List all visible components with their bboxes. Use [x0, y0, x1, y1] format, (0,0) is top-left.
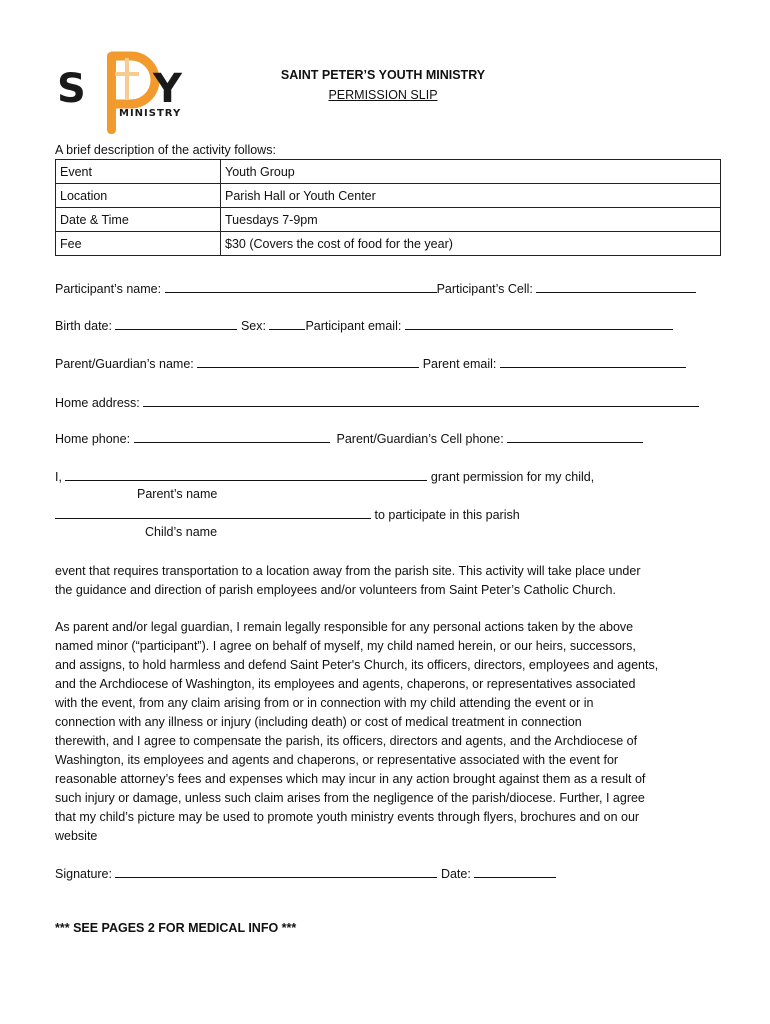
child-name-field[interactable]: [55, 506, 371, 519]
text-line: Birth date:: [55, 319, 112, 333]
participant-name-field[interactable]: [165, 280, 437, 293]
liability-paragraph: [55, 618, 658, 846]
text-line: named minor (“participant”). I agree on behalf of myself, my child named herein, or our heirs, successors,: [55, 639, 636, 653]
activity-paragraph: [55, 562, 640, 600]
activity-intro: A brief description of the activity follows:: [55, 143, 276, 157]
text-line: therewith, and I agree to compensate the parish, its officers, directors and agents, and the Archdiocese of: [55, 734, 638, 748]
table-row: [56, 160, 721, 184]
parent-name-field[interactable]: [65, 468, 427, 481]
row-value: Parish Hall or Youth Center: [221, 184, 721, 208]
svg-text:S: S: [57, 66, 86, 112]
text-line: reasonable attorney’s fees and expenses which may incur in any action brought against them as a result of: [55, 772, 646, 786]
text-line: Parent/Guardian’s name:: [55, 357, 194, 371]
guardian-name-field[interactable]: [197, 355, 419, 368]
home-phone-field[interactable]: [134, 430, 330, 443]
text-line: Date:: [440, 867, 471, 881]
row-label: Date & Time: [56, 208, 221, 232]
date-field[interactable]: [474, 865, 556, 878]
text-line: connection with any illness or injury (including death) or cost of medical treatment in connection: [55, 715, 582, 729]
row-label: Event: [56, 160, 221, 184]
participant-cell-field[interactable]: [536, 280, 696, 293]
text-line: and assigns, to hold harmless and defend Saint Peter's Church, its officers, directors, employees and agents,: [55, 658, 659, 672]
table-row: [56, 208, 721, 232]
participant-row: [55, 280, 696, 296]
parents-name-caption: Parent’s name: [137, 487, 218, 501]
text-line: and the Archdiocese of Washington, its employees and agents, chaperons, or representatives associated: [55, 677, 636, 691]
svg-text:MINISTRY: MINISTRY: [119, 108, 182, 119]
birth-date-field[interactable]: [115, 317, 237, 330]
childs-name-caption: Child’s name: [145, 525, 218, 539]
address-row: [55, 394, 699, 410]
table-row: [56, 232, 721, 256]
birth-row: [55, 317, 673, 333]
text-line: Participant’s Cell:: [436, 282, 533, 296]
participant-email-field[interactable]: [405, 317, 673, 330]
text-line: Home phone:: [55, 432, 131, 446]
text-line: Signature:: [55, 867, 112, 881]
parent-email-field[interactable]: [500, 355, 686, 368]
text-line: Home address:: [55, 396, 140, 410]
text-line: that my child’s picture may be used to promote youth ministry events through flyers, brochures and on our: [55, 810, 640, 824]
guardian-row: [55, 355, 686, 371]
text-line: PERMISSION SLIP: [328, 88, 438, 102]
text-line: with the event, from any claim arising from or in connection with my child attending the event or in: [55, 696, 594, 710]
sex-field[interactable]: [269, 317, 305, 330]
text-line: Parent email:: [422, 357, 497, 371]
svg-text:Y: Y: [153, 66, 182, 112]
phone-row: [55, 430, 643, 446]
row-label: Fee: [56, 232, 221, 256]
text-line: grant permission for my child,: [430, 470, 595, 484]
consent-row: [55, 468, 594, 484]
guardian-cell-field[interactable]: [507, 430, 643, 443]
text-line: I,: [55, 470, 62, 484]
signature-row: [55, 865, 556, 881]
row-value: Youth Group: [221, 160, 721, 184]
text-line: Parent/Guardian’s Cell phone:: [336, 432, 504, 446]
text-line: website: [55, 829, 98, 843]
text-line: Washington, its employees and agents and chaperons, or representative associated with the event for: [55, 753, 619, 767]
text-line: such injury or damage, unless such claim arises from the negligence of the parish/diocese. Further, I agree: [55, 791, 645, 805]
text-line: Participant’s name:: [55, 282, 162, 296]
home-address-field[interactable]: [143, 394, 699, 407]
signature-field[interactable]: [115, 865, 437, 878]
row-label: Location: [56, 184, 221, 208]
text-line: As parent and/or legal guardian, I remain legally responsible for any personal actions taken by the above: [55, 620, 634, 634]
document-subtitle: [0, 88, 766, 102]
document-title: SAINT PETER’S YOUTH MINISTRY: [280, 68, 486, 82]
text-line: Participant email:: [305, 319, 402, 333]
text-line: Sex:: [240, 319, 266, 333]
text-line: event that requires transportation to a location away from the parish site. This activity will take place under: [55, 564, 641, 578]
row-value: Tuesdays 7-9pm: [221, 208, 721, 232]
table-row: [56, 184, 721, 208]
activity-table: [55, 159, 721, 256]
text-line: the guidance and direction of parish employees and/or volunteers from Saint Peter’s Catholic Church.: [55, 583, 616, 597]
row-value: $30 (Covers the cost of food for the year): [221, 232, 721, 256]
medical-info-note: *** SEE PAGES 2 FOR MEDICAL INFO ***: [55, 921, 297, 935]
child-row: [55, 506, 520, 522]
text-line: to participate in this parish: [374, 508, 520, 522]
